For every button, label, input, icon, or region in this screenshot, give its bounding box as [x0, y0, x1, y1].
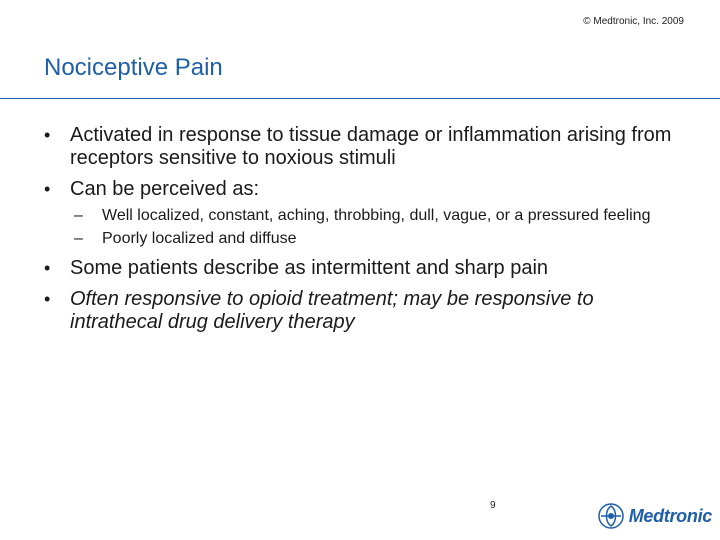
slide-title: Nociceptive Pain — [44, 54, 223, 81]
title-divider — [0, 98, 720, 99]
bullet-text: Often responsive to opioid treatment; may be responsive to intrathecal drug delivery therapy — [70, 288, 594, 333]
sub-bullet-list — [44, 207, 684, 247]
page-number: 9 — [490, 500, 496, 511]
bullet-item — [44, 124, 684, 170]
bullet-marker: • — [44, 179, 51, 199]
copyright-notice: © Medtronic, Inc. 2009 — [583, 16, 684, 27]
medtronic-logo-icon — [597, 502, 625, 530]
bullet-text: Some patients describe as intermittent and sharp pain — [70, 257, 549, 279]
bullet-text: Activated in response to tissue damage or inflammation arising from receptors sensitive to noxious stimuli — [70, 124, 672, 169]
sub-bullet-item — [44, 230, 684, 247]
bullet-marker: • — [44, 289, 51, 309]
logo-wordmark: Medtronic — [628, 505, 712, 526]
sub-bullet-item — [44, 207, 684, 224]
sub-bullet-text: Poorly localized and diffuse — [102, 230, 297, 247]
bullet-item — [44, 288, 684, 334]
bullet-marker: • — [44, 258, 51, 278]
bullet-marker: • — [44, 125, 51, 145]
bullet-item — [44, 257, 684, 280]
slide-body — [44, 124, 684, 342]
sub-bullet-marker: – — [74, 207, 83, 224]
sub-bullet-marker: – — [74, 230, 83, 247]
bullet-text: Can be perceived as: — [70, 178, 260, 200]
sub-bullet-text: Well localized, constant, aching, throbbing, dull, vague, or a pressured feeling — [102, 207, 651, 224]
company-logo — [597, 502, 712, 530]
bullet-item — [44, 178, 684, 201]
